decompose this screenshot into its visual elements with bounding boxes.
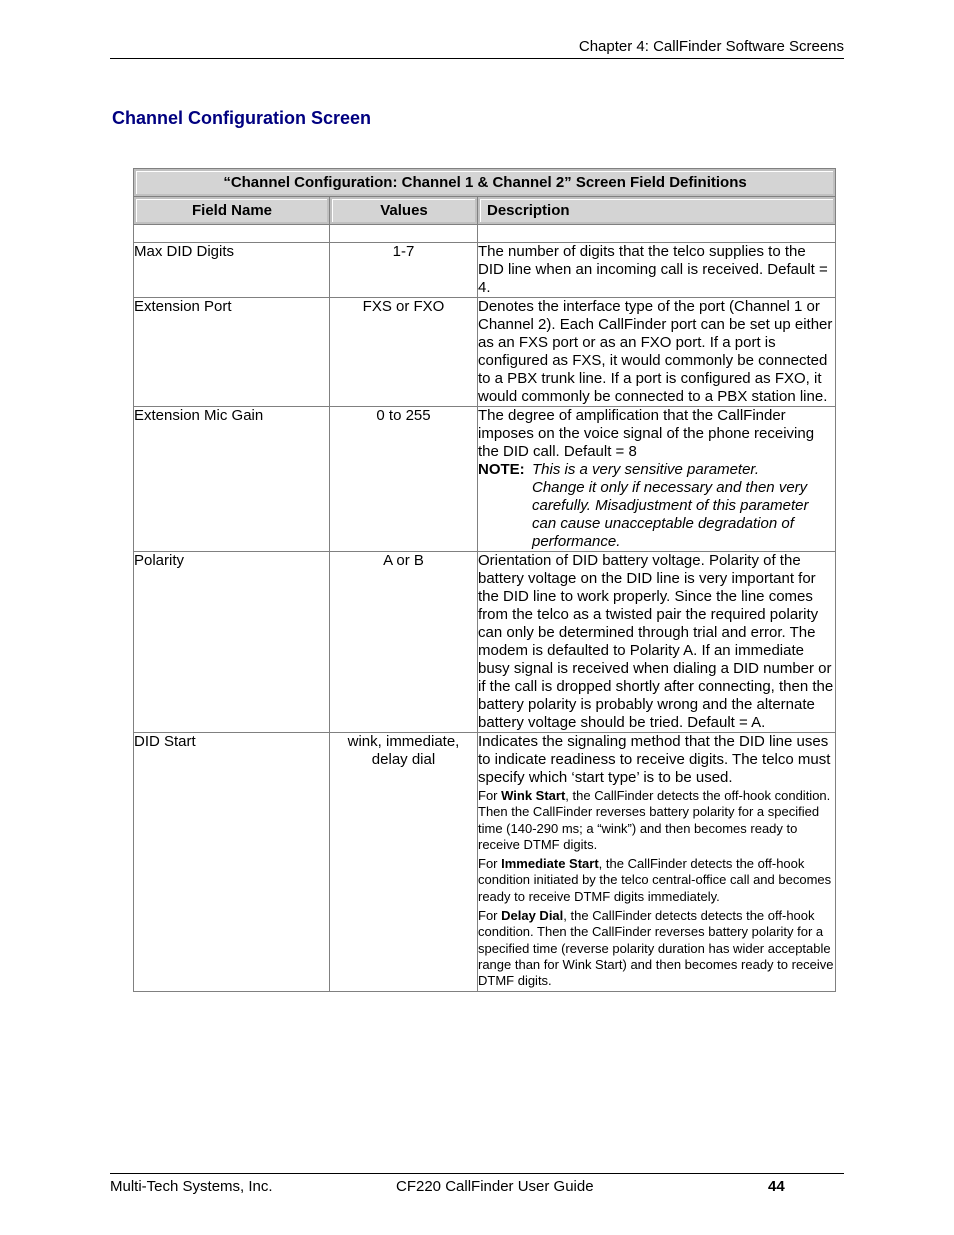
detail-term: Immediate Start bbox=[501, 856, 599, 872]
page-number: 44 bbox=[768, 1178, 785, 1195]
column-header-description: Description bbox=[480, 199, 833, 222]
running-footer bbox=[110, 1173, 844, 1198]
table-title-row bbox=[134, 169, 836, 197]
description-cell bbox=[478, 733, 836, 992]
description-cell: Orientation of DID battery voltage. Polarity of the battery voltage on the DID line is very important for the DID line to work properly. Since the line comes from the telco as a twisted pair the required polarity can only be determined through trial and error. The modem is defaulted to Polarity A. If an immediate busy signal is received when dialing a DID number or if the call is dropped shortly after connecting, then the battery polarity is probably wrong and the alternate battery voltage should be tried. Default = A. bbox=[478, 552, 836, 733]
spacer-row bbox=[134, 225, 836, 243]
column-header-cell bbox=[330, 197, 478, 225]
description-cell: The number of digits that the telco supplies to the DID line when an incoming call is received. Default = 4. bbox=[478, 243, 836, 298]
table-row bbox=[134, 552, 836, 733]
running-header bbox=[110, 38, 844, 59]
note-label: NOTE: bbox=[478, 461, 525, 478]
values-cell: A or B bbox=[330, 552, 478, 733]
footer-company: Multi-Tech Systems, Inc. bbox=[110, 1178, 273, 1195]
table-row bbox=[134, 243, 836, 298]
values-cell: 1-7 bbox=[330, 243, 478, 298]
table-row bbox=[134, 298, 836, 407]
field-name-cell: Max DID Digits bbox=[134, 243, 330, 298]
empty-cell bbox=[478, 225, 836, 243]
field-definitions-table bbox=[133, 168, 836, 992]
detail-text: , the CallFinder detects the off-hook condition initiated by the telco central-office call and becomes ready to receive DTMF digits immediately. bbox=[478, 856, 832, 904]
detail-text: , the CallFinder detects detects the off-hook condition. Then the CallFinder reverses battery polarity for a specified time (reverse polarity duration has wider acceptable range than for Wink Start) and then becomes ready to receive DTMF digits. bbox=[478, 908, 834, 989]
field-name-cell: Polarity bbox=[134, 552, 330, 733]
chapter-title: Chapter 4: CallFinder Software Screens bbox=[578, 38, 844, 55]
section-title: Channel Configuration Screen bbox=[112, 108, 372, 128]
table-title: “Channel Configuration: Channel 1 & Channel 2” Screen Field Definitions bbox=[136, 171, 833, 194]
field-name-cell: Extension Port bbox=[134, 298, 330, 407]
note-block bbox=[478, 461, 835, 479]
note-text: Change it only if necessary and then very carefully. Misadjustment of this parameter can cause unacceptable degradation of performance. bbox=[532, 479, 809, 550]
detail-prefix: For bbox=[478, 856, 502, 872]
column-header-values: Values bbox=[332, 199, 475, 222]
table-row bbox=[134, 407, 836, 552]
detail-delay-dial bbox=[478, 908, 835, 990]
values-cell: 0 to 255 bbox=[330, 407, 478, 552]
description-text: Indicates the signaling method that the DID line uses to indicate readiness to receive digits. The telco must specify which ‘start type’ is to be used. bbox=[478, 733, 831, 786]
detail-wink-start bbox=[478, 788, 835, 853]
detail-term: Wink Start bbox=[501, 788, 566, 803]
detail-text: , the CallFinder detects the off-hook condition. Then the CallFinder reverses battery polarity for a specified time (140-290 ms; a “wink”) and then becomes ready to receive DTMF digits. bbox=[478, 788, 831, 852]
column-header-row bbox=[134, 197, 836, 225]
values-cell: wink, immediate, delay dial bbox=[330, 733, 478, 992]
detail-prefix: For bbox=[478, 908, 502, 924]
table-row bbox=[134, 733, 836, 992]
detail-term: Delay Dial bbox=[501, 908, 564, 924]
empty-cell bbox=[134, 225, 330, 243]
empty-cell bbox=[330, 225, 478, 243]
field-name-cell: Extension Mic Gain bbox=[134, 407, 330, 552]
description-text: The degree of amplification that the CallFinder imposes on the voice signal of the phone receiving the DID call. Default = 8 bbox=[478, 407, 815, 460]
field-name-cell: DID Start bbox=[134, 733, 330, 992]
description-cell bbox=[478, 407, 836, 552]
values-cell: FXS or FXO bbox=[330, 298, 478, 407]
table-title-cell bbox=[134, 169, 836, 197]
column-header-cell bbox=[478, 197, 836, 225]
note-first-line: This is a very sensitive parameter. bbox=[532, 461, 760, 478]
footer-guide-title: CF220 CallFinder User Guide bbox=[396, 1178, 594, 1195]
detail-immediate-start bbox=[478, 856, 835, 905]
detail-prefix: For bbox=[478, 788, 502, 803]
description-cell: Denotes the interface type of the port (Channel 1 or Channel 2). Each CallFinder port can be set up either as an FXS port or as an FXO port. If a port is configured as FXS, it would commonly be connected to a PBX trunk line. If a port is configured as FXO, it would commonly be connected to a PBX station line. bbox=[478, 298, 836, 407]
column-header-cell bbox=[134, 197, 330, 225]
column-header-field-name: Field Name bbox=[136, 199, 327, 222]
